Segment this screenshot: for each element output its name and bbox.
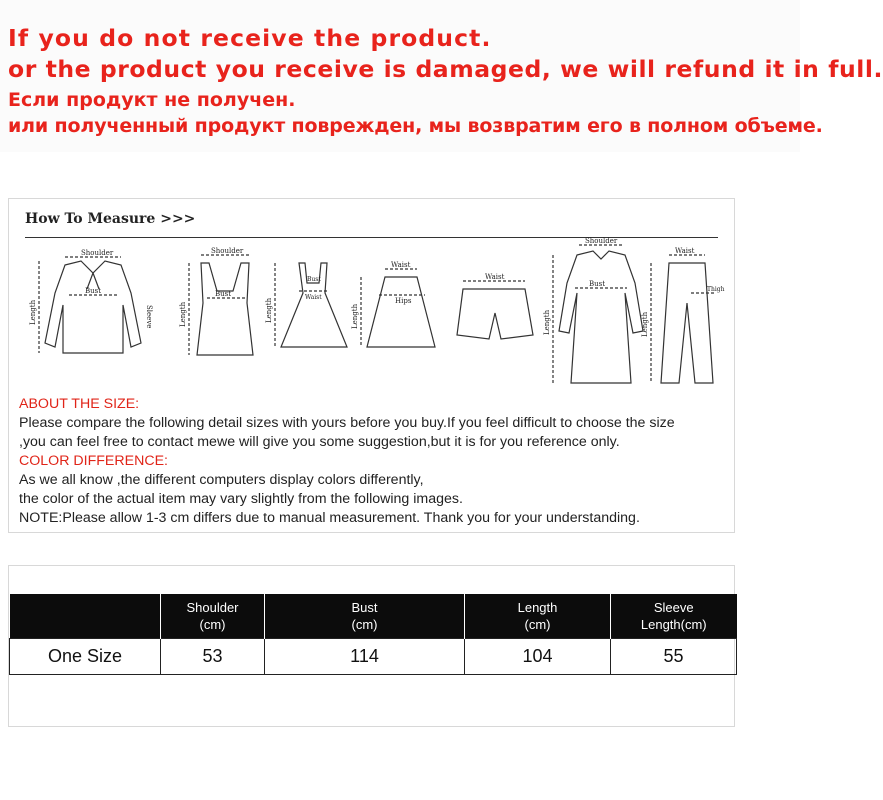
header-cell-shoulder: Shoulder (cm) — [161, 594, 265, 639]
cell-size: One Size — [10, 639, 161, 675]
banner-line-1: If you do not receive the product. — [8, 24, 492, 52]
banner-line-2: or the product you receive is damaged, we will refund it in full. — [8, 55, 883, 83]
header-cell-sleeve-length: Sleeve Length(cm) — [611, 594, 737, 639]
label-thigh: Thigh — [707, 286, 725, 293]
skirt-illustration — [361, 269, 435, 347]
table-row — [10, 639, 737, 675]
label-waist-1: Waist — [305, 294, 322, 301]
size-table-header-row — [10, 594, 737, 639]
refund-banner — [0, 0, 883, 152]
banner-line-4: или полученный продукт поврежден, мы возвратим его в полном объеме. — [8, 115, 823, 137]
label-length-2: Length — [179, 301, 187, 327]
label-sleeve: Sleeve — [145, 305, 153, 329]
label-hips: Hips — [395, 297, 412, 305]
measurement-note: NOTE:Please allow 1-3 cm differs due to manual measurement. Thank you for your understanding. — [19, 510, 640, 526]
blouse-illustration — [39, 257, 141, 353]
label-length-1: Length — [29, 299, 37, 325]
label-waist-3: Waist — [485, 273, 505, 281]
tank-illustration — [189, 255, 253, 355]
how-to-measure-panel — [8, 198, 735, 533]
header-cell-blank — [10, 594, 161, 639]
size-table — [9, 594, 737, 675]
label-length-4: Length — [351, 303, 359, 329]
label-waist-4: Waist — [675, 247, 695, 255]
label-bust-4: Bust — [589, 280, 606, 288]
label-length-3: Length — [265, 297, 273, 323]
about-size-heading: ABOUT THE SIZE: — [19, 396, 140, 412]
size-chart-panel — [8, 565, 735, 727]
cell-bust: 114 — [265, 639, 465, 675]
banner-line-3: Если продукт не получен. — [8, 89, 296, 111]
measurement-illustrations — [23, 237, 725, 393]
label-length-5: Length — [543, 309, 551, 335]
cell-length: 104 — [465, 639, 611, 675]
label-bust-3: Bust — [307, 276, 321, 283]
label-length-6: Length — [641, 311, 649, 337]
cell-sleeve-length: 55 — [611, 639, 737, 675]
about-size-line-1: Please compare the following detail sizes with yours before you buy.If you feel difficult to choose the size — [19, 415, 675, 431]
size-notes — [19, 395, 675, 528]
label-waist-2: Waist — [391, 261, 411, 269]
header-cell-bust: Bust (cm) — [265, 594, 465, 639]
label-shoulder-1: Shoulder — [81, 249, 114, 257]
about-size-line-2: ,you can feel free to contact mewe will give you some suggestion,but it is for you reference only. — [19, 434, 620, 450]
color-difference-heading: COLOR DIFFERENCE: — [19, 453, 168, 469]
label-bust-2: Bust — [215, 290, 232, 298]
color-difference-line-2: the color of the actual item may vary slightly from the following images. — [19, 491, 463, 507]
label-shoulder-2: Shoulder — [211, 247, 244, 255]
pants-illustration — [651, 255, 715, 383]
how-to-measure-title: How To Measure >>> — [25, 211, 196, 227]
label-shoulder-3: Shoulder — [585, 237, 618, 245]
header-cell-length: Length (cm) — [465, 594, 611, 639]
label-bust-1: Bust — [85, 287, 102, 295]
shorts-illustration — [457, 281, 533, 339]
cell-shoulder: 53 — [161, 639, 265, 675]
coat-illustration — [553, 245, 643, 383]
color-difference-line-1: As we all know ,the different computers display colors differently, — [19, 472, 424, 488]
